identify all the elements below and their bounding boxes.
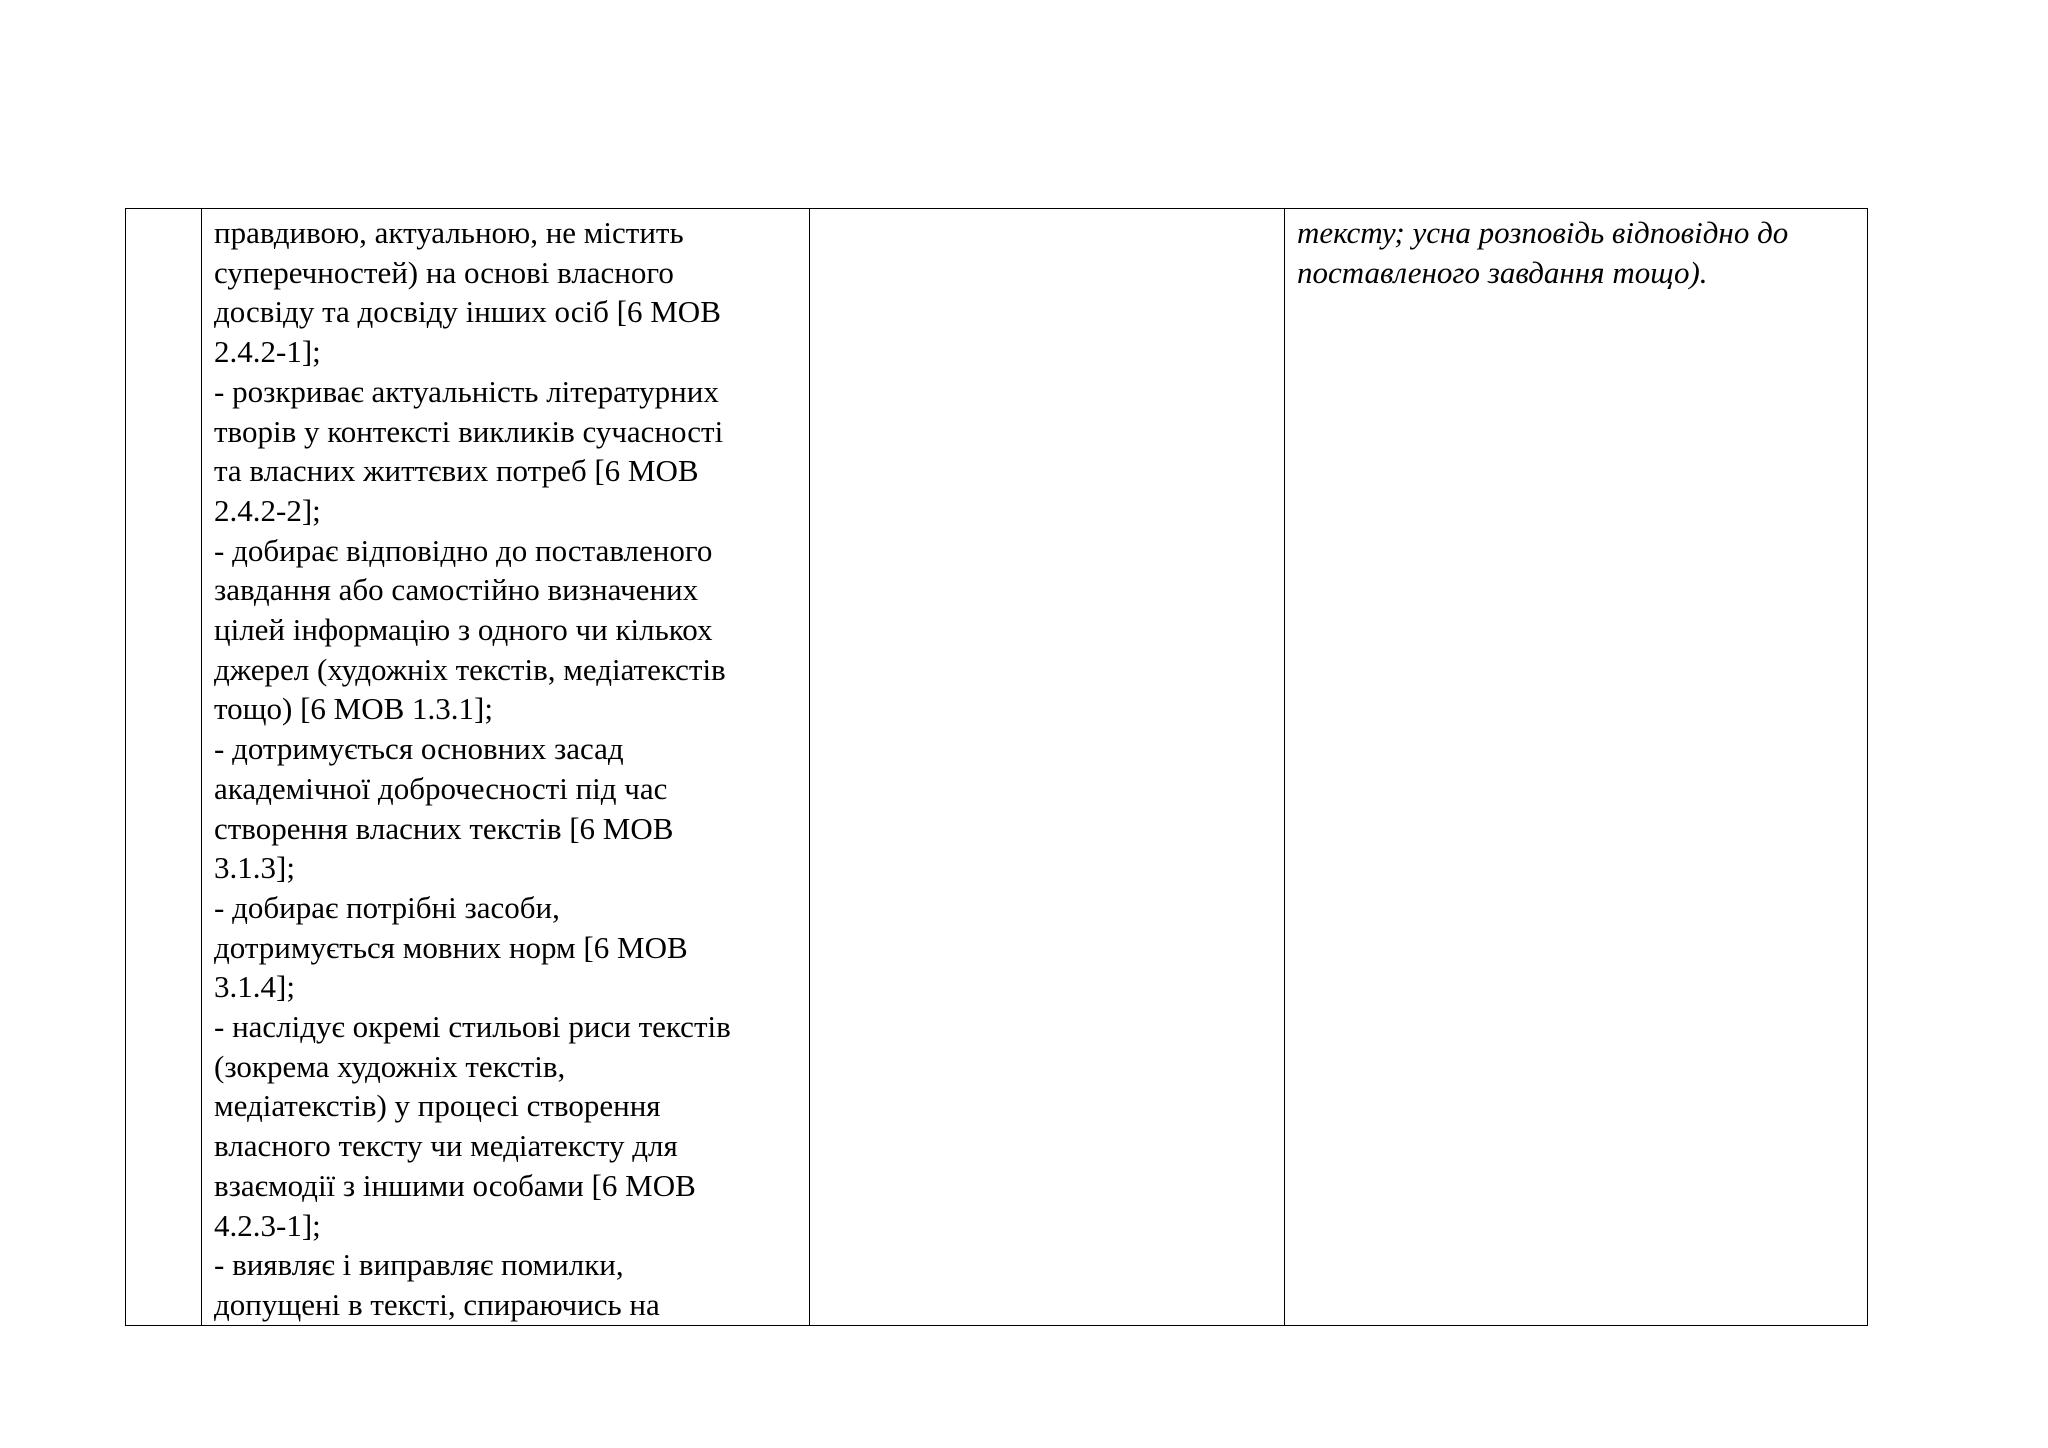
table-row — [126, 209, 1868, 1326]
text-line: взаємодії з іншими особами [6 МОВ — [214, 1167, 696, 1203]
curriculum-table — [125, 208, 1868, 1326]
text-line: поставленого завдання тощо). — [1297, 254, 1708, 290]
text-line: та власних життєвих потреб [6 МОВ — [214, 453, 699, 489]
text-line: - наслідує окремі стильові риси текстів — [214, 1009, 731, 1045]
text-line: створення власних текстів [6 МОВ — [214, 810, 674, 846]
content-cell — [810, 209, 1285, 1326]
text-line: 2.4.2-2]; — [214, 492, 321, 528]
text-line: цілей інформацію з одного чи кількох — [214, 612, 713, 648]
text-line: - розкриває актуальність літературних — [214, 373, 719, 409]
number-cell — [126, 209, 202, 1326]
text-line: допущені в тексті, спираючись на — [214, 1286, 660, 1322]
text-line: 3.1.4]; — [214, 969, 295, 1005]
text-line: - добирає відповідно до поставленого — [214, 532, 713, 568]
text-line: власного тексту чи медіатексту для — [214, 1128, 678, 1164]
text-line: - дотримується основних засад — [214, 731, 624, 767]
text-line: академічної доброчесності під час — [214, 770, 668, 806]
number-cell-text — [126, 209, 201, 213]
text-line: суперечностей) на основі власного — [214, 254, 674, 290]
activities-cell — [1285, 209, 1868, 1326]
text-line: 2.4.2-1]; — [214, 334, 321, 370]
text-line: медіатекстів) у процесі створення — [214, 1088, 661, 1124]
text-line: тексту; усна розповідь відповідно до — [1297, 215, 1789, 250]
text-line: завдання або самостійно визначених — [214, 572, 699, 608]
text-line: - добирає потрібні засоби, — [214, 889, 560, 925]
text-line: (зокрема художніх текстів, — [214, 1048, 566, 1084]
text-line: тощо) [6 МОВ 1.3.1]; — [214, 691, 493, 727]
text-line: - виявляє і виправляє помилки, — [214, 1247, 624, 1283]
content-cell-text — [810, 209, 1284, 213]
text-line: досвіду та досвіду інших осіб [6 МОВ — [214, 294, 721, 330]
text-line: 3.1.3]; — [214, 850, 295, 886]
learning-outcomes-cell — [202, 209, 810, 1326]
text-line: правдивою, актуальною, не містить — [214, 215, 684, 250]
activities-text — [1285, 209, 1867, 292]
text-line: творів у контексті викликів сучасності — [214, 413, 724, 449]
text-line: дотримується мовних норм [6 МОВ — [214, 929, 688, 965]
learning-outcomes-text — [202, 209, 809, 1325]
text-line: джерел (художніх текстів, медіатекстів — [214, 651, 726, 687]
text-line: 4.2.3-1]; — [214, 1207, 321, 1243]
